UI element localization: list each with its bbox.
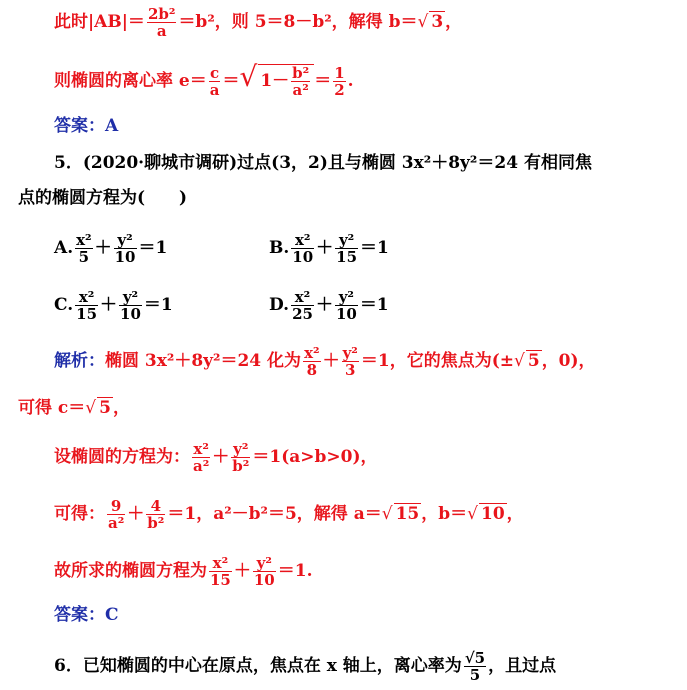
text-segment: . [347, 71, 354, 91]
denominator: 10 [335, 305, 357, 323]
plus-sign: ＋ [100, 295, 118, 315]
fraction [342, 345, 359, 378]
fraction [209, 65, 221, 98]
fraction [209, 555, 232, 588]
solution-line-2 [18, 397, 130, 418]
numerator: b² [292, 64, 310, 82]
radical-sign: √ [417, 12, 429, 32]
answer-value: C [105, 605, 119, 625]
numerator: y² [335, 289, 358, 306]
text-segment: ，且过点 [488, 656, 557, 676]
plus-sign: ＋ [94, 238, 112, 258]
text-segment: 故所求的椭圆方程为 [54, 561, 207, 581]
fraction [335, 232, 358, 265]
plus-sign: ＋ [233, 561, 251, 581]
plus-sign: ＋ [316, 238, 334, 258]
option-label: A. [54, 238, 74, 258]
radical-sign: √ [239, 60, 258, 93]
plus-sign: ＋ [322, 351, 340, 371]
answer-line-1 [54, 116, 118, 136]
solution-line-5 [54, 555, 313, 588]
numerator: y² [253, 555, 276, 572]
numerator: x² [75, 289, 98, 306]
numerator: 2b² [147, 5, 176, 23]
solution-line-ab [54, 6, 462, 39]
text-segment: 则椭圆的离心率 e＝ [54, 71, 207, 91]
numerator: x² [304, 344, 320, 362]
text-segment: ， [112, 398, 130, 418]
fraction [75, 232, 93, 265]
denominator: 10 [120, 305, 141, 323]
numerator: x² [209, 555, 232, 572]
text-segment: 椭圆 3x²＋8y²＝24 化为 [105, 351, 302, 371]
denominator: 2 [334, 81, 345, 99]
denominator: 15 [210, 571, 231, 589]
fraction [107, 498, 125, 531]
fraction [291, 65, 310, 98]
numerator: 1 [334, 64, 345, 82]
radical-sign: √ [514, 351, 525, 371]
radicand: 5 [99, 398, 111, 418]
denominator: b² [232, 457, 250, 475]
solution-line-eccentricity [54, 60, 354, 99]
text-segment: 1－ [260, 71, 290, 91]
plus-sign: ＋ [315, 295, 333, 315]
text-segment: ，0)， [541, 351, 596, 371]
text-segment: ， [445, 12, 463, 32]
text-segment: ，b＝ [421, 504, 468, 524]
numerator: 4 [146, 498, 165, 515]
text-segment: 可得： [54, 504, 105, 524]
denominator: 5 [469, 666, 481, 684]
denominator: a² [292, 81, 309, 99]
text-segment: 6．已知椭圆的中心在原点，焦点在 x 轴上，离心率为 [54, 656, 462, 676]
radicand: 5 [527, 351, 540, 371]
radical-sign: √ [381, 504, 393, 524]
fraction [464, 650, 486, 683]
text-segment: ， [506, 504, 524, 524]
text-segment: ＝1，a²－b²＝5，解得 a＝ [167, 504, 382, 524]
option-a [54, 232, 167, 265]
numerator: x² [193, 440, 209, 458]
numerator: c [210, 64, 220, 82]
denominator: 25 [292, 305, 313, 323]
denominator: 10 [114, 248, 136, 266]
fraction [253, 555, 276, 588]
option-label: C. [54, 295, 74, 315]
numerator: √5 [464, 649, 486, 667]
equals-one: ＝1 [138, 238, 168, 258]
solution-label: 解析： [54, 351, 105, 371]
answer-line-2 [54, 605, 119, 625]
question-6-line-1 [54, 650, 556, 683]
denominator: 10 [292, 248, 314, 266]
option-c [54, 289, 173, 322]
denominator: a² [108, 514, 125, 532]
fraction [231, 441, 250, 474]
denominator: 3 [345, 361, 356, 379]
text-segment: ＝ [314, 71, 332, 91]
fraction [291, 289, 314, 322]
numerator: x² [291, 289, 314, 306]
equals-one: ＝1 [360, 238, 389, 258]
fraction [119, 289, 142, 322]
option-b [269, 232, 389, 265]
radicand: 10 [481, 504, 505, 524]
numerator: x² [291, 232, 314, 249]
fraction [147, 6, 177, 39]
numerator: y² [119, 289, 142, 306]
fraction [303, 345, 321, 378]
equals-one: ＝1 [143, 295, 173, 315]
plus-sign: ＋ [212, 447, 230, 467]
equals-one: ＝1 [359, 295, 389, 315]
option-label: B. [269, 238, 290, 258]
denominator: a [156, 22, 167, 40]
answer-label: 答案： [54, 605, 105, 625]
denominator: 15 [76, 305, 98, 323]
text-segment: ＝1. [277, 561, 313, 581]
numerator: x² [76, 231, 92, 249]
denominator: 5 [78, 248, 90, 266]
question-5-line-2: 点的椭圆方程为( ) [18, 188, 188, 208]
denominator: 8 [306, 361, 318, 379]
radicand: 15 [395, 504, 420, 524]
text-segment: ＝ [222, 71, 240, 91]
numerator: y² [233, 440, 249, 458]
radicand [258, 64, 314, 98]
fraction [114, 232, 137, 265]
radicand: 3 [431, 12, 444, 32]
denominator: a² [193, 457, 210, 475]
denominator: 15 [336, 248, 358, 266]
solution-line-4 [54, 498, 524, 531]
text-segment: 可得 c＝ [18, 398, 86, 418]
fraction [333, 65, 345, 98]
option-label: D. [269, 295, 290, 315]
numerator: y² [342, 344, 358, 362]
fraction [146, 498, 165, 531]
solution-line-3 [54, 441, 378, 474]
text-segment: 此时|AB|＝ [54, 12, 145, 32]
answer-value: A [105, 116, 119, 136]
text-segment: ＝b²，则 5＝8－b²，解得 b＝ [178, 12, 418, 32]
numerator: y² [114, 232, 137, 249]
denominator: b² [147, 514, 165, 532]
radical-sign: √ [467, 504, 478, 524]
text-segment: ＝1，它的焦点为(± [360, 351, 514, 371]
numerator: y² [335, 232, 358, 249]
plus-sign: ＋ [127, 504, 145, 524]
option-d [269, 289, 389, 322]
fraction [192, 441, 210, 474]
fraction [335, 289, 358, 322]
answer-label: 答案： [54, 116, 105, 136]
fraction [75, 289, 98, 322]
radical-sign: √ [85, 398, 97, 418]
question-5-line-1: 5．(2020·聊城市调研)过点(3，2)且与椭圆 3x²＋8y²＝24 有相同焦 [54, 153, 592, 173]
text-segment: ＝1(a>b>0)， [252, 447, 378, 467]
solution-line-1 [54, 345, 596, 378]
fraction [291, 232, 314, 265]
text-segment: 设椭圆的方程为： [54, 447, 190, 467]
numerator: 9 [107, 498, 125, 515]
denominator: 10 [253, 571, 275, 589]
denominator: a [209, 81, 220, 99]
